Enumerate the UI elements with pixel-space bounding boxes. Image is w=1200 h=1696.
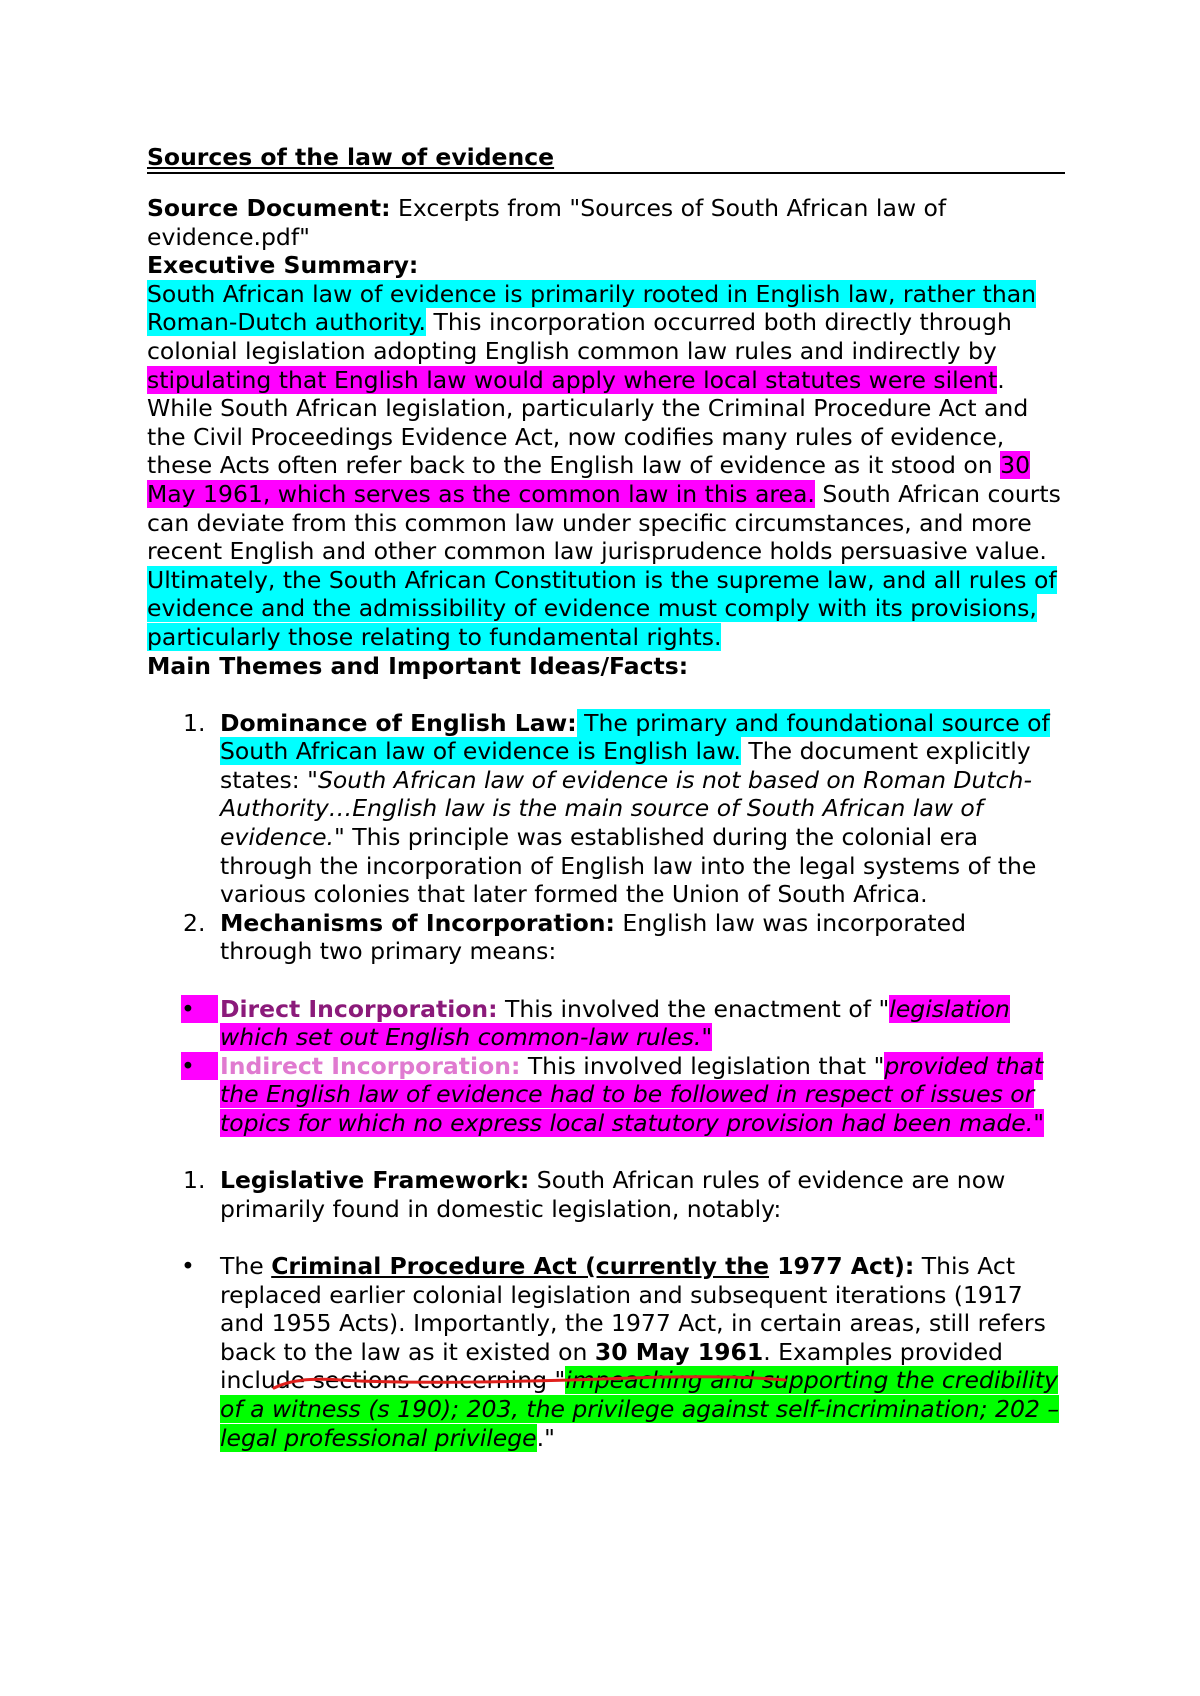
spacer bbox=[147, 966, 1065, 995]
spacer bbox=[147, 1223, 1065, 1252]
bullet-marker: • bbox=[181, 1052, 218, 1081]
summary-heading: Executive Summary: bbox=[147, 251, 419, 280]
item-label: Indirect Incorporation: bbox=[220, 1051, 521, 1080]
item-text: This involved the enactment of " bbox=[497, 994, 890, 1023]
bullet-marker: • bbox=[181, 1251, 195, 1280]
spacer bbox=[147, 1138, 1065, 1167]
item-text: . Examples provided include sections concerning " bbox=[220, 1337, 1003, 1395]
page-title: Sources of the law of evidence bbox=[147, 142, 1065, 174]
item-text: This Act replaced earlier colonial legislation and subsequent iterations (1917 and 1955 Acts). Importantly, the 1977 Act, in certain areas, still refers back to the law as it existed on bbox=[220, 1251, 1046, 1366]
item-label: Mechanisms of Incorporation: bbox=[220, 908, 615, 937]
item-label: Dominance of English Law: bbox=[220, 708, 577, 737]
highlight-magenta: provided that the English law of evidence had to be followed in respect of issues or topics for which no express local statutory provision had been made. bbox=[220, 1051, 1044, 1137]
list-number: 1. bbox=[183, 708, 206, 737]
framework-list bbox=[147, 1166, 1065, 1223]
summary-text: . While South African legislation, particularly the Criminal Procedure Act and the Civil Proceedings Evidence Act, now codifies many rules of evidence, these Acts often refer back to the English law of evidence as it stood on bbox=[147, 365, 1029, 480]
source-label: Source Document: bbox=[147, 194, 391, 222]
list-item bbox=[147, 909, 1065, 966]
list-number: 2. bbox=[183, 908, 206, 937]
item-text: " bbox=[701, 1023, 713, 1052]
list-item bbox=[147, 995, 1065, 1052]
item-text: English law was incorporated through two primary means: bbox=[220, 908, 967, 966]
summary-text: South African courts can deviate from this common law under specific circumstances, and more recent English and other common law jurisprudence holds persuasive value. bbox=[147, 479, 1061, 566]
item-label: Legislative Framework: bbox=[220, 1166, 530, 1195]
legislation-list bbox=[147, 1252, 1065, 1452]
themes-list bbox=[147, 709, 1065, 966]
list-item bbox=[147, 1052, 1065, 1138]
item-text: South African rules of evidence are now primarily found in domestic legislation, notably: bbox=[220, 1166, 1006, 1223]
item-text: The bbox=[220, 1251, 272, 1280]
highlight-cyan: South African law of evidence is primarily rooted in English law, rather than Roman-Dutch authority. bbox=[147, 279, 1037, 337]
quote-text: South African law of evidence is not based on Roman Dutch-Authority…English law is the main source of South African law of evidence. bbox=[220, 765, 1032, 852]
list-number: 1. bbox=[183, 1166, 206, 1195]
highlight-green: impeaching and supporting the credibility of a witness (s 190); 203, the privilege against self-incrimination; 202 – legal professional privilege bbox=[220, 1366, 1060, 1452]
list-item bbox=[147, 1252, 1065, 1452]
spacer bbox=[147, 680, 1065, 709]
highlight-magenta: 30 May 1961, which serves as the common law in this area. bbox=[147, 451, 1031, 508]
document-page bbox=[147, 142, 1065, 1452]
date-text: 30 May 1961 bbox=[594, 1337, 764, 1366]
highlight-cyan: The primary and foundational source of South African law of evidence is English law. bbox=[220, 708, 1050, 766]
summary-paragraph bbox=[147, 280, 1065, 652]
bullet-marker: • bbox=[181, 995, 218, 1024]
item-text: This involved legislation that " bbox=[520, 1051, 885, 1080]
summary-text: This incorporation occurred both directly through colonial legislation adopting English common law rules and indirectly by bbox=[147, 308, 1012, 365]
item-text: The document explicitly states: " bbox=[220, 737, 1031, 794]
list-item bbox=[147, 1166, 1065, 1223]
incorporation-list bbox=[147, 995, 1065, 1138]
item-label: Criminal Procedure Act (currently the bbox=[271, 1251, 770, 1280]
themes-heading: Main Themes and Important Ideas/Facts: bbox=[147, 651, 689, 680]
item-text: " This principle was established during the colonial era through the incorporation of English law into the legal systems of the various colonies that later formed the Union of South Africa. bbox=[220, 823, 1037, 909]
item-text: ." bbox=[536, 1423, 555, 1452]
highlight-magenta: legislation which set out English common-law rules. bbox=[220, 994, 1010, 1052]
item-label: Direct Incorporation: bbox=[220, 994, 498, 1023]
source-line bbox=[147, 194, 1065, 251]
list-item bbox=[147, 709, 1065, 909]
highlight-magenta: stipulating that English law would apply where local statutes were silent bbox=[147, 365, 998, 394]
highlight-cyan: Ultimately, the South African Constitution is the supreme law, and all rules of evidence and the admissibility of evidence must comply with its provisions, particularly those relating to fundamental rights. bbox=[147, 565, 1057, 651]
source-text: Excerpts from "Sources of South African law of evidence.pdf" bbox=[147, 194, 947, 251]
item-label: 1977 Act): bbox=[769, 1251, 915, 1280]
item-text: " bbox=[1033, 1109, 1045, 1137]
red-underline-annotation bbox=[270, 1366, 790, 1396]
